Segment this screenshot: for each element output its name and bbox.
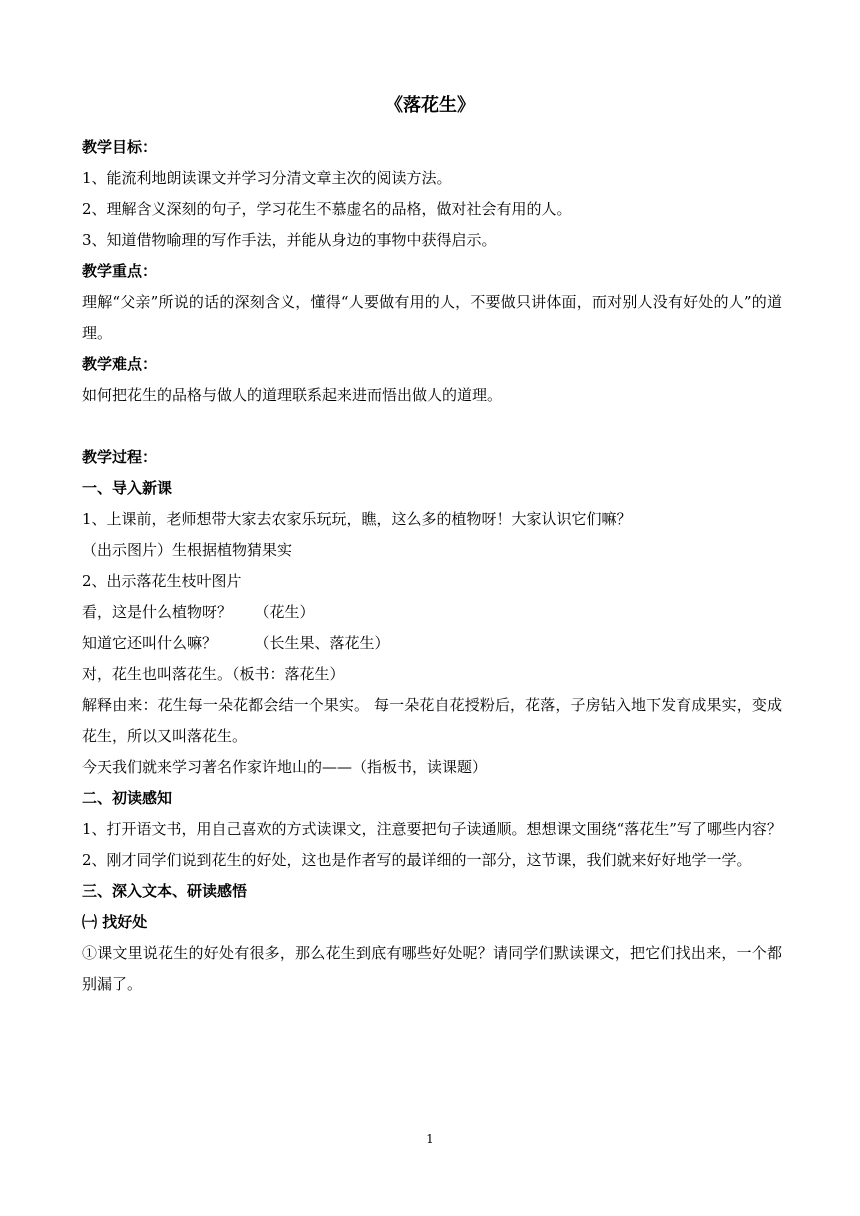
key-text: 理解“父亲”所说的话的深刻含义，懂得“人要做有用的人，不要做只讲体面，而对别人没有好处的人”的道理。: [82, 293, 782, 342]
difficulty-heading: 教学难点：: [82, 355, 158, 373]
section1-line: 看，这是什么植物呀？ （花生）: [82, 603, 315, 621]
section1-heading: 一、导入新课: [82, 479, 173, 497]
section2-item: 1、打开语文书，用自己喜欢的方式读课文，注意要把句子读通顺。想想课文围绕“落花生”写了哪些内容？: [82, 820, 782, 838]
section1-line: 1、上课前，老师想带大家去农家乐玩玩，瞧，这么多的植物呀！大家认识它们嘛？: [82, 510, 632, 528]
goal-item: 1、能流利地朗读课文并学习分清文章主次的阅读方法。: [82, 169, 452, 187]
document-title: 《落花生》: [385, 95, 475, 116]
section2-heading: 二、初读感知: [82, 789, 173, 807]
document-body: [82, 132, 782, 1000]
goal-item: 3、知道借物喻理的写作手法，并能从身边的事物中获得启示。: [82, 231, 497, 249]
process-heading: 教学过程：: [82, 448, 158, 466]
page-number: 1: [426, 1132, 434, 1146]
section1-line: 对，花生也叫落花生。（板书：落花生）: [82, 665, 345, 683]
section3-sub1-text: ①课文里说花生的好处有很多，那么花生到底有哪些好处呢？请同学们默读课文，把它们找出来，一个都别漏了。: [82, 944, 782, 993]
difficulty-text: 如何把花生的品格与做人的道理联系起来进而悟出做人的道理。: [82, 386, 503, 404]
blank-line: [82, 411, 782, 442]
section1-explain: 解释由来：花生每一朵花都会结一个果实。 每一朵花自花授粉后，花落，子房钻入地下发育成果实，变成花生，所以又叫落花生。: [82, 696, 782, 745]
section1-line: （出示图片）生根据植物猜果实: [82, 541, 293, 559]
section1-line: 2、出示落花生枝叶图片: [82, 572, 242, 590]
section1-line: 知道它还叫什么嘛？ （长生果、落花生）: [82, 634, 390, 652]
section2-item: 2、刚才同学们说到花生的好处，这也是作者写的最详细的一部分，这节课，我们就来好好地学一学。: [82, 851, 752, 869]
goal-item: 2、理解含义深刻的句子，学习花生不慕虚名的品格，做对社会有用的人。: [82, 200, 572, 218]
section3-subheading: ㈠ 找好处: [82, 913, 148, 931]
section1-today: 今天我们就来学习著名作家许地山的——（指板书，读课题）: [82, 758, 488, 776]
goals-heading: 教学目标：: [82, 138, 158, 156]
section3-heading: 三、深入文本、研读感悟: [82, 882, 248, 900]
key-heading: 教学重点：: [82, 262, 158, 280]
